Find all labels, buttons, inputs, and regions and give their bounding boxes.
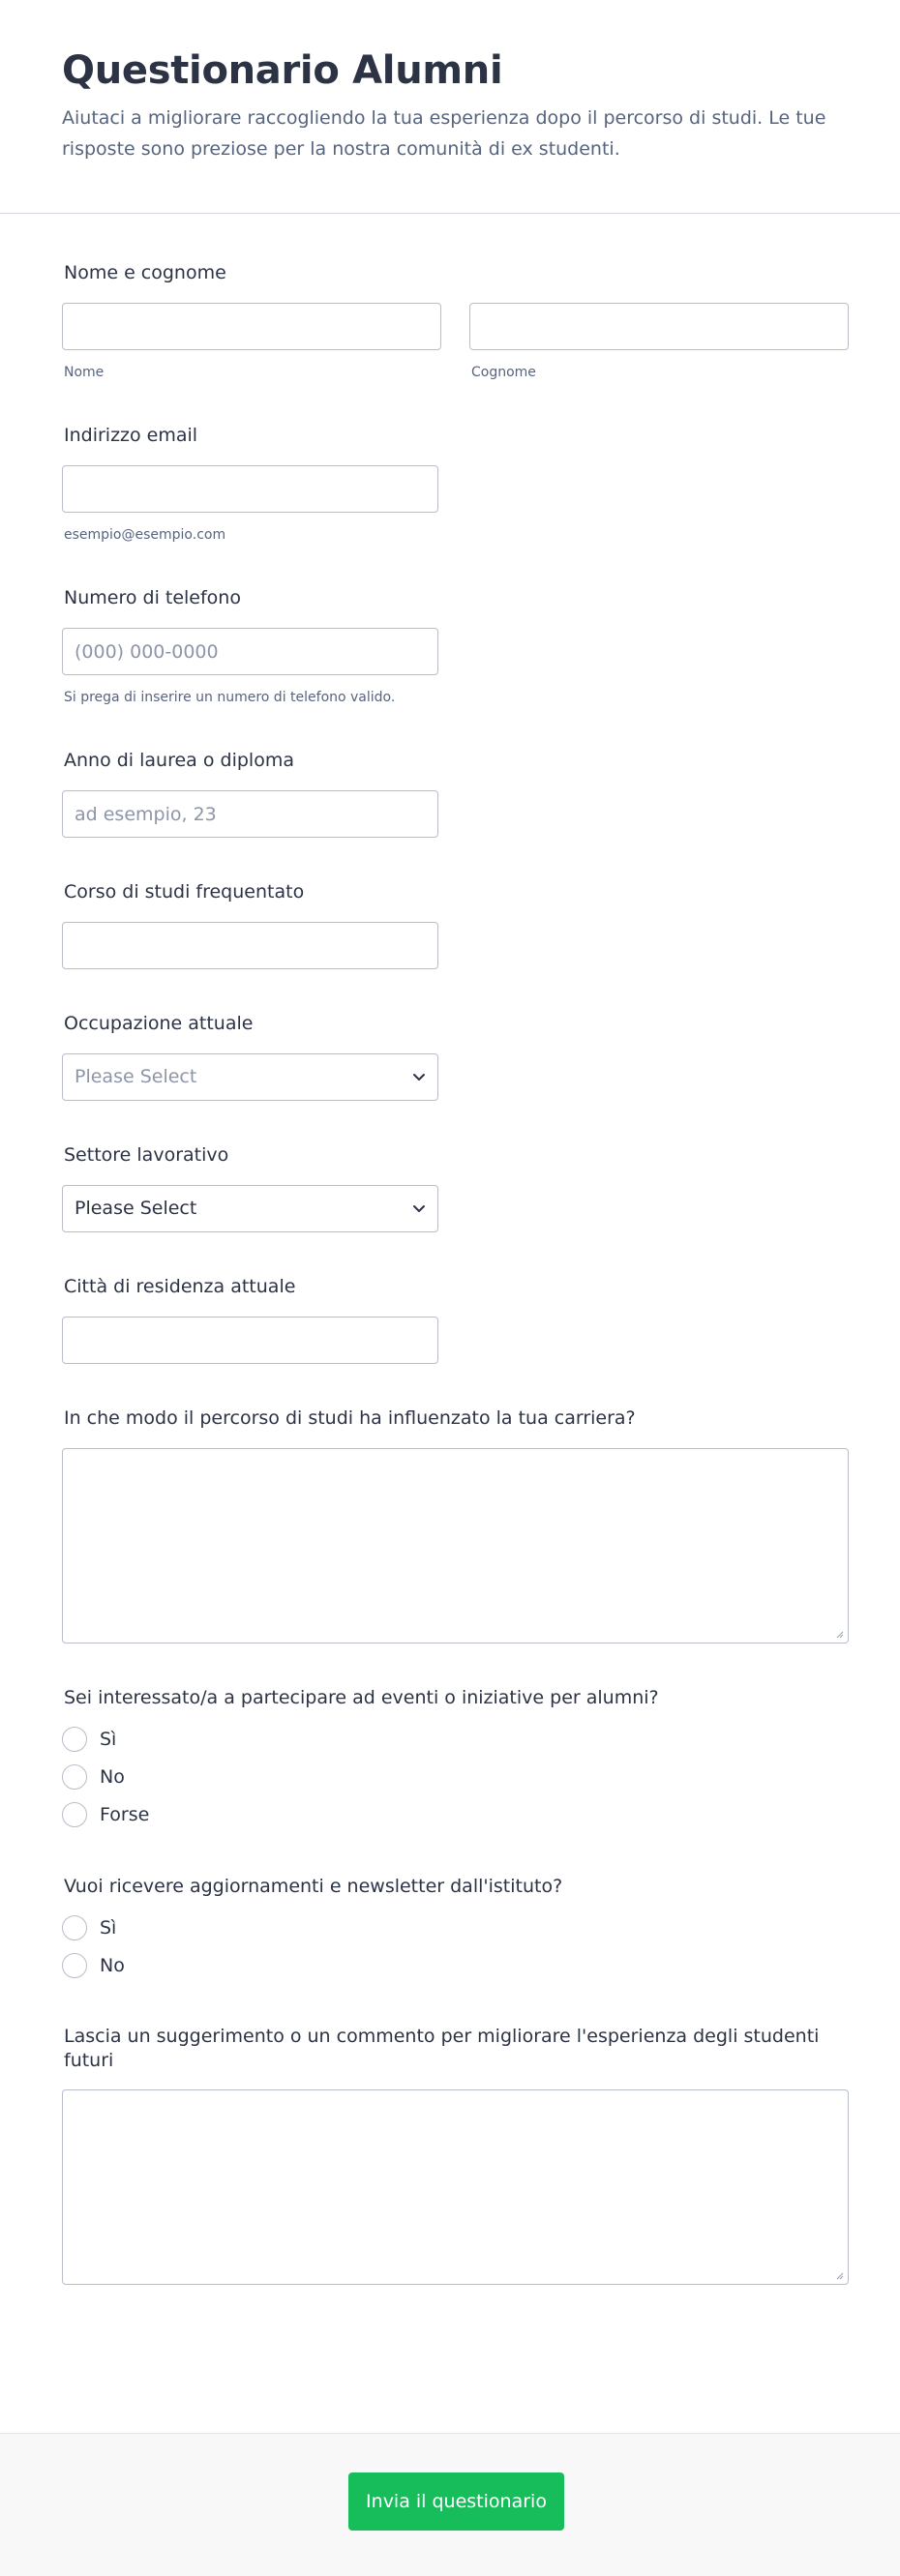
phone-input[interactable] [62, 628, 438, 675]
events-option-no[interactable] [62, 1763, 125, 1791]
radio-button[interactable] [62, 1727, 87, 1752]
suggestion-label: Lascia un suggerimento o un commento per migliorare l'esperienza degli studenti futuri [64, 2026, 820, 2071]
phone-label: Numero di telefono [64, 587, 241, 608]
radio-label: Forse [100, 1804, 150, 1825]
course-input[interactable] [62, 922, 438, 969]
career-influence-label: In che modo il percorso di studi ha influenzato la tua carriera? [64, 1407, 636, 1429]
phone-sublabel: Si prega di inserire un numero di telefono valido. [64, 690, 396, 705]
occupation-selected-value: Please Select [75, 1066, 197, 1087]
last-name-sublabel: Cognome [471, 365, 536, 380]
occupation-select[interactable] [62, 1053, 438, 1101]
email-sublabel: esempio@esempio.com [64, 527, 226, 543]
occupation-label: Occupazione attuale [64, 1013, 254, 1034]
form-description: Aiutaci a migliorare raccogliendo la tua esperienza dopo il percorso di studi. Le tue risposte sono preziose per la nostra comunità di ex studenti. [62, 107, 826, 160]
email-label: Indirizzo email [64, 425, 198, 446]
graduation-year-label: Anno di laurea o diploma [64, 750, 294, 771]
radio-button[interactable] [62, 1915, 87, 1940]
first-name-input[interactable] [62, 303, 441, 350]
radio-button[interactable] [62, 1802, 87, 1827]
sector-selected-value: Please Select [75, 1198, 197, 1219]
city-input[interactable] [62, 1317, 438, 1364]
events-option-si[interactable] [62, 1726, 116, 1753]
course-label: Corso di studi frequentato [64, 881, 305, 903]
newsletter-option-no[interactable] [62, 1952, 125, 1979]
sector-select[interactable] [62, 1185, 438, 1232]
last-name-input[interactable] [469, 303, 849, 350]
radio-label: No [100, 1955, 125, 1976]
events-option-forse[interactable] [62, 1801, 149, 1828]
suggestion-textarea[interactable] [62, 2089, 849, 2285]
form-header [0, 0, 900, 214]
chevron-down-icon [412, 1201, 426, 1215]
career-influence-textarea[interactable] [62, 1448, 849, 1643]
resize-grip-icon[interactable] [834, 2270, 844, 2280]
graduation-year-input[interactable] [62, 790, 438, 838]
name-label: Nome e cognome [64, 262, 226, 283]
submit-button[interactable]: Invia il questionario [348, 2472, 564, 2531]
radio-button[interactable] [62, 1953, 87, 1978]
radio-label: Sì [100, 1729, 117, 1750]
radio-label: Sì [100, 1917, 117, 1939]
events-interest-label: Sei interessato/a a partecipare ad eventi o iniziative per alumni? [64, 1687, 659, 1708]
email-field[interactable] [62, 465, 438, 513]
page-title: Questionario Alumni [62, 48, 503, 93]
newsletter-option-si[interactable] [62, 1914, 116, 1941]
radio-button[interactable] [62, 1764, 87, 1790]
first-name-sublabel: Nome [64, 365, 105, 380]
city-label: Città di residenza attuale [64, 1276, 296, 1297]
form-footer [0, 2433, 900, 2576]
sector-label: Settore lavorativo [64, 1144, 229, 1166]
resize-grip-icon[interactable] [834, 1629, 844, 1639]
radio-label: No [100, 1766, 125, 1788]
newsletter-label: Vuoi ricevere aggiornamenti e newsletter dall'istituto? [64, 1876, 563, 1897]
chevron-down-icon [412, 1070, 426, 1083]
